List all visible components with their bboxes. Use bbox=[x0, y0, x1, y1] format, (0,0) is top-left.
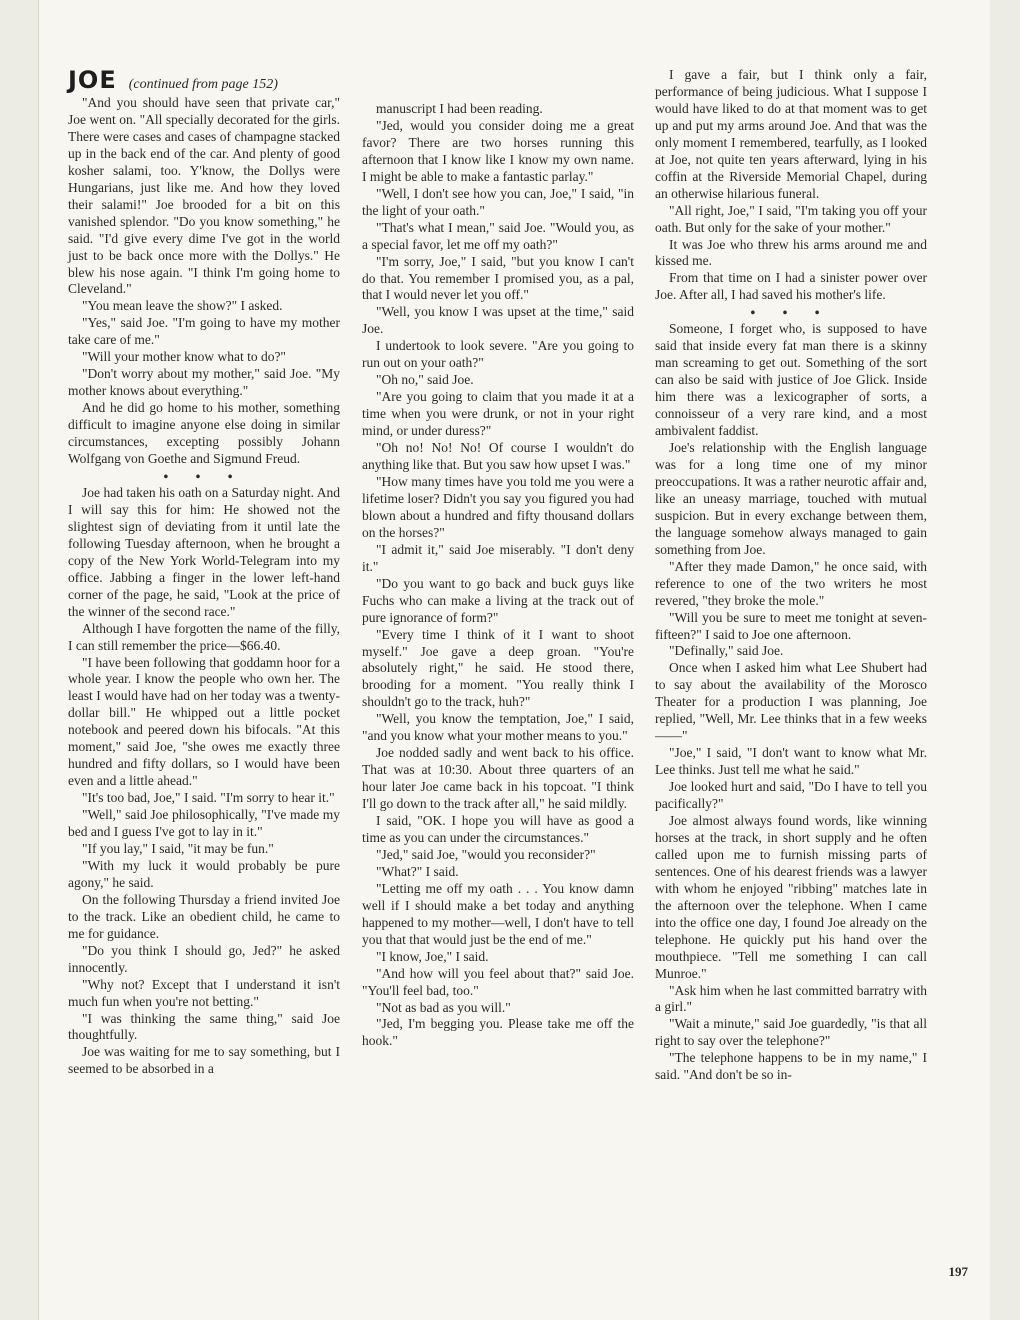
paragraph: "Yes," said Joe. "I'm going to have my mother take care of me." bbox=[68, 315, 340, 348]
paragraph: "Jed, would you consider doing me a great favor? There are two horses running this afternoon that I know like I know my own name. I might be able to make a fantastic parlay." bbox=[362, 117, 634, 184]
paragraph: "Will your mother know what to do?" bbox=[82, 349, 286, 365]
paragraph: "Do you want to go back and buck guys like Fuchs who can make a living at the track out of pure ignorance of form?" bbox=[362, 575, 634, 625]
paragraph: And he did go home to his mother, something difficult to imagine anyone else doing in similar circumstances, excepting possibly Johann Wolfgang von Goethe and Sigmund Freud. bbox=[68, 400, 340, 467]
text-column-1 bbox=[68, 95, 340, 1078]
paragraph: "Well, you know I was upset at the time," said Joe. bbox=[362, 304, 634, 337]
page-number: 197 bbox=[948, 1264, 968, 1279]
section-separator: • • • bbox=[750, 305, 832, 321]
continued-note: (continued from page 152) bbox=[128, 77, 278, 92]
section-separator: • • • bbox=[163, 468, 245, 484]
paragraph: "Jed, I'm begging you. Please take me off the hook." bbox=[362, 1016, 634, 1049]
paragraph: Although I have forgotten the name of the filly, I can still remember the price—$66.40. bbox=[68, 620, 340, 653]
paragraph: "Joe," I said, "I don't want to know what Mr. Lee thinks. Just tell me what he said." bbox=[655, 745, 927, 778]
paragraph: "Don't worry about my mother," said Joe. "My mother knows about everything." bbox=[68, 366, 340, 399]
paragraph: "That's what I mean," said Joe. "Would you, as a special favor, let me off my oath?" bbox=[362, 219, 634, 252]
paragraph: "Well, I don't see how you can, Joe," I said, "in the light of your oath." bbox=[362, 185, 634, 218]
paragraph: "With my luck it would probably be pure agony," he said. bbox=[68, 857, 340, 890]
paragraph: "If you lay," I said, "it may be fun." bbox=[82, 840, 274, 856]
paragraph: "Well," said Joe philosophically, "I've made my bed and I guess I've got to lay in it." bbox=[68, 807, 340, 840]
paragraph: "Not as bad as you will." bbox=[376, 999, 511, 1015]
paragraph: "Wait a minute," said Joe guardedly, "is that all right to say over the telephone?" bbox=[655, 1016, 927, 1049]
paragraph: "Ask him when he last committed barratry with a girl." bbox=[655, 982, 927, 1015]
paragraph: "Why not? Except that I understand it isn't much fun when you're not betting." bbox=[68, 976, 340, 1009]
paragraph: "And how will you feel about that?" said Joe. "You'll feel bad, too." bbox=[362, 965, 634, 998]
paragraph: Joe looked hurt and said, "Do I have to tell you pacifically?" bbox=[655, 779, 927, 812]
paragraph: "I was thinking the same thing," said Joe thoughtfully. bbox=[68, 1010, 340, 1043]
paragraph: "Are you going to claim that you made it at a time when you were drunk, or not in your right mind, or under duress?" bbox=[362, 389, 634, 439]
paragraph: "Will you be sure to meet me tonight at seven-fifteen?" I said to Joe one afternoon. bbox=[655, 609, 927, 642]
text-column-2 bbox=[362, 101, 634, 1050]
paragraph: "The telephone happens to be in my name," I said. "And don't be so in- bbox=[655, 1050, 927, 1083]
paragraph: "All right, Joe," I said, "I'm taking you off your oath. But only for the sake of your mother." bbox=[655, 202, 927, 235]
article-title: JOE bbox=[68, 66, 117, 94]
paragraph: On the following Thursday a friend invited Joe to the track. Like an obedient child, he came to me for guidance. bbox=[68, 891, 340, 941]
paragraph: "What?" I said. bbox=[376, 863, 459, 879]
paragraph: "Every time I think of it I want to shoot myself." Joe gave a deep groan. "You're absolutely right," he said. He stood there, brooding for a moment. "You really think I shouldn't go to the track, huh?" bbox=[362, 626, 634, 710]
paragraph: From that time on I had a sinister power over Joe. After all, I had saved his mother's life. bbox=[655, 270, 927, 303]
paragraph: Joe was waiting for me to say something, but I seemed to be absorbed in a bbox=[68, 1044, 340, 1077]
paragraph: "It's too bad, Joe," I said. "I'm sorry to hear it." bbox=[82, 790, 335, 806]
paragraph: "Oh no! No! No! Of course I wouldn't do anything like that. But you saw how upset I was." bbox=[362, 440, 634, 473]
paragraph: "You mean leave the show?" I asked. bbox=[82, 298, 283, 314]
article-heading bbox=[68, 66, 278, 94]
paragraph: "Well, you know the temptation, Joe," I said, "and you know what your mother means to you." bbox=[362, 711, 634, 744]
paragraph: "And you should have seen that private car," Joe went on. "All specially decorated for the girls. There were cases and cases of champagne stacked up in the back end of the car. And plenty of good kosher salami, too. Y'know, the Dollys were Hungarians, just like me. And how they loved their salami!" Joe brooded for a bit on this vanished splendor. "Do you know something," he said. "I'd give every dime I've got in the world just to be back once more with the Dollys." He blew his nose again. "I think I'm going home to Cleveland." bbox=[68, 95, 340, 297]
paragraph: "I have been following that goddamn hoor for a whole year. I know the people who own her. The least I would have had on her today was a twenty-dollar bill." He whipped out a little pocket notebook and peered down his bifocals. "At this moment," said Joe, "she owes me exactly three hundred and fifty dollars, so I would have been even and a little ahead." bbox=[68, 654, 340, 789]
paragraph: Joe nodded sadly and went back to his office. That was at 10:30. About three quarters of an hour later Joe came back in his topcoat. "I think I'll go down to the track after all," he said mildly. bbox=[362, 745, 634, 812]
paragraph: Once when I asked him what Lee Shubert had to say about the availability of the Morosco Theater for a production I was planning, Joe replied, "Well, Mr. Lee thinks that in a few weeks——" bbox=[655, 660, 927, 744]
paragraph: "I'm sorry, Joe," I said, "but you know I can't do that. You remember I promised you, as a pal, that I would never let you off." bbox=[362, 253, 634, 303]
paragraph: "I admit it," said Joe miserably. "I don't deny it." bbox=[362, 541, 634, 574]
paragraph: "Jed," said Joe, "would you reconsider?" bbox=[376, 846, 596, 862]
paragraph: "Definally," said Joe. bbox=[669, 643, 784, 659]
paragraph: "Do you think I should go, Jed?" he asked innocently. bbox=[68, 942, 340, 975]
text-column-3 bbox=[655, 67, 927, 1084]
paragraph: I said, "OK. I hope you will have as good a time as you can under the circumstances." bbox=[362, 813, 634, 845]
paragraph: Joe had taken his oath on a Saturday night. And I will say this for him: He showed not the slightest sign of deviating from it until late the following Tuesday afternoon, when he brought a copy of the New York World-Telegram into my office. Jabbing a finger in the lower left-hand corner of the page, he said, "Look at the price of the winner of the second race." bbox=[68, 484, 340, 619]
paragraph: It was Joe who threw his arms around me and kissed me. bbox=[655, 236, 927, 269]
paragraph: "Oh no," said Joe. bbox=[376, 372, 474, 388]
paragraph: I undertook to look severe. "Are you going to run out on your oath?" bbox=[362, 338, 634, 371]
paragraph: "After they made Damon," he once said, with reference to one of the two writers he most revered, "they broke the mole." bbox=[655, 558, 927, 608]
paragraph: "Letting me off my oath . . . You know damn well if I should make a bet today and anything happened to my mother—well, I don't have to tell you that that would just be the end of me." bbox=[362, 880, 634, 947]
paragraph: "I know, Joe," I said. bbox=[376, 948, 489, 964]
paragraph: Someone, I forget who, is supposed to have said that inside every fat man there is a skinny man screaming to get out. Something of the sort can also be said with justice of Joe Glick. Inside him there was a lexicographer of sorts, a connoisseur of a very rare kind, and a most ambivalent faddist. bbox=[655, 321, 927, 439]
magazine-page bbox=[38, 0, 990, 1320]
paragraph: I gave a fair, but I think only a fair, performance of being judicious. What I suppose I would have liked to do at that moment was to get up and put my arms around Joe. And that was the only moment I remembered, tearfully, as I looked at Joe, not quite ten years afterward, lying in his coffin at the Riverside Memorial Chapel, during an otherwise hilarious funeral. bbox=[655, 67, 927, 201]
paragraph: manuscript I had been reading. bbox=[376, 101, 543, 116]
paragraph: "How many times have you told me you were a lifetime loser? Didn't you say you figured you had blown about a hundred and fifty thousand dollars on the horses?" bbox=[362, 473, 634, 540]
paragraph: Joe almost always found words, like winning horses at the track, in short supply and he often called upon me to furnish missing parts of sentences. One of his dearest friends was a lawyer with whom he enjoyed "ribbing" matches late in the afternoon over the telephone. When I came into the office one day, I found Joe already on the telephone. He quickly put his hand over the mouthpiece. "Tell me something I can call Munroe." bbox=[655, 812, 927, 981]
paragraph: Joe's relationship with the English language was for a long time one of my minor preoccupations. It was a rather neurotic affair and, like an uneasy marriage, touched with mutual suspicion. But in every exchange between them, the language somehow always managed to gain something from Joe. bbox=[655, 440, 927, 557]
